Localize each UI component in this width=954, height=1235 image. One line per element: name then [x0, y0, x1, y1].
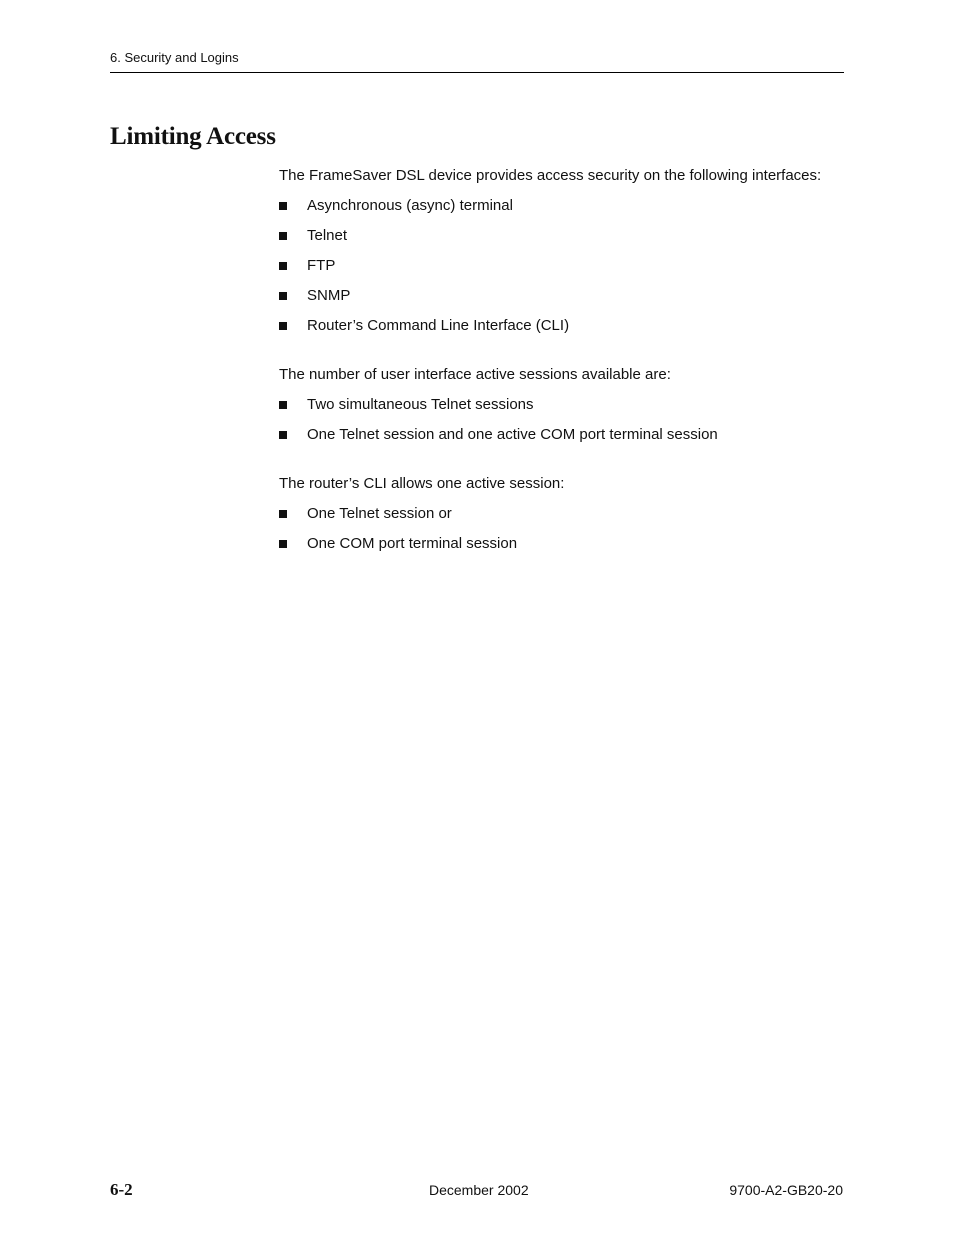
list-item-text: FTP: [307, 257, 336, 274]
list-item: [279, 227, 849, 245]
cli-sessions-list: [279, 505, 849, 553]
square-bullet-icon: [279, 262, 287, 270]
list-item-text: One Telnet session and one active COM port terminal session: [307, 426, 718, 443]
sessions-block: [279, 366, 849, 444]
list-item-text: One Telnet session or: [307, 505, 452, 522]
publication-date: December 2002: [429, 1182, 529, 1198]
running-header: [110, 50, 844, 73]
document-number: 9700-A2-GB20-20: [729, 1182, 843, 1198]
list-item-text: SNMP: [307, 287, 351, 304]
list-item: [279, 317, 849, 335]
square-bullet-icon: [279, 232, 287, 240]
list-item: [279, 287, 849, 305]
list-item-text: Asynchronous (async) terminal: [307, 197, 513, 214]
intro-paragraph: The number of user interface active sessions available are:: [279, 366, 671, 383]
list-item-text: Telnet: [307, 227, 348, 244]
list-item: [279, 197, 849, 215]
chapter-title: 6. Security and Logins: [110, 50, 239, 65]
sessions-list: [279, 396, 849, 444]
body-content: [279, 167, 849, 584]
square-bullet-icon: [279, 401, 287, 409]
list-item: [279, 257, 849, 275]
list-item-text: Two simultaneous Telnet sessions: [307, 396, 534, 413]
list-item-text: One COM port terminal session: [307, 535, 518, 552]
square-bullet-icon: [279, 540, 287, 548]
cli-block: [279, 475, 849, 553]
list-item: [279, 426, 849, 444]
intro-paragraph: The router’s CLI allows one active session:: [279, 475, 565, 492]
section-title: Limiting Access: [110, 123, 276, 150]
interfaces-list: [279, 197, 849, 335]
square-bullet-icon: [279, 322, 287, 330]
intro-paragraph: The FrameSaver DSL device provides access security on the following interfaces:: [279, 167, 822, 184]
list-item: [279, 535, 849, 553]
page-number: 6-2: [110, 1180, 133, 1199]
list-item: [279, 396, 849, 414]
list-item: [279, 505, 849, 523]
square-bullet-icon: [279, 431, 287, 439]
square-bullet-icon: [279, 292, 287, 300]
square-bullet-icon: [279, 202, 287, 210]
list-item-text: Router’s Command Line Interface (CLI): [307, 317, 570, 334]
square-bullet-icon: [279, 510, 287, 518]
interfaces-block: [279, 167, 849, 335]
